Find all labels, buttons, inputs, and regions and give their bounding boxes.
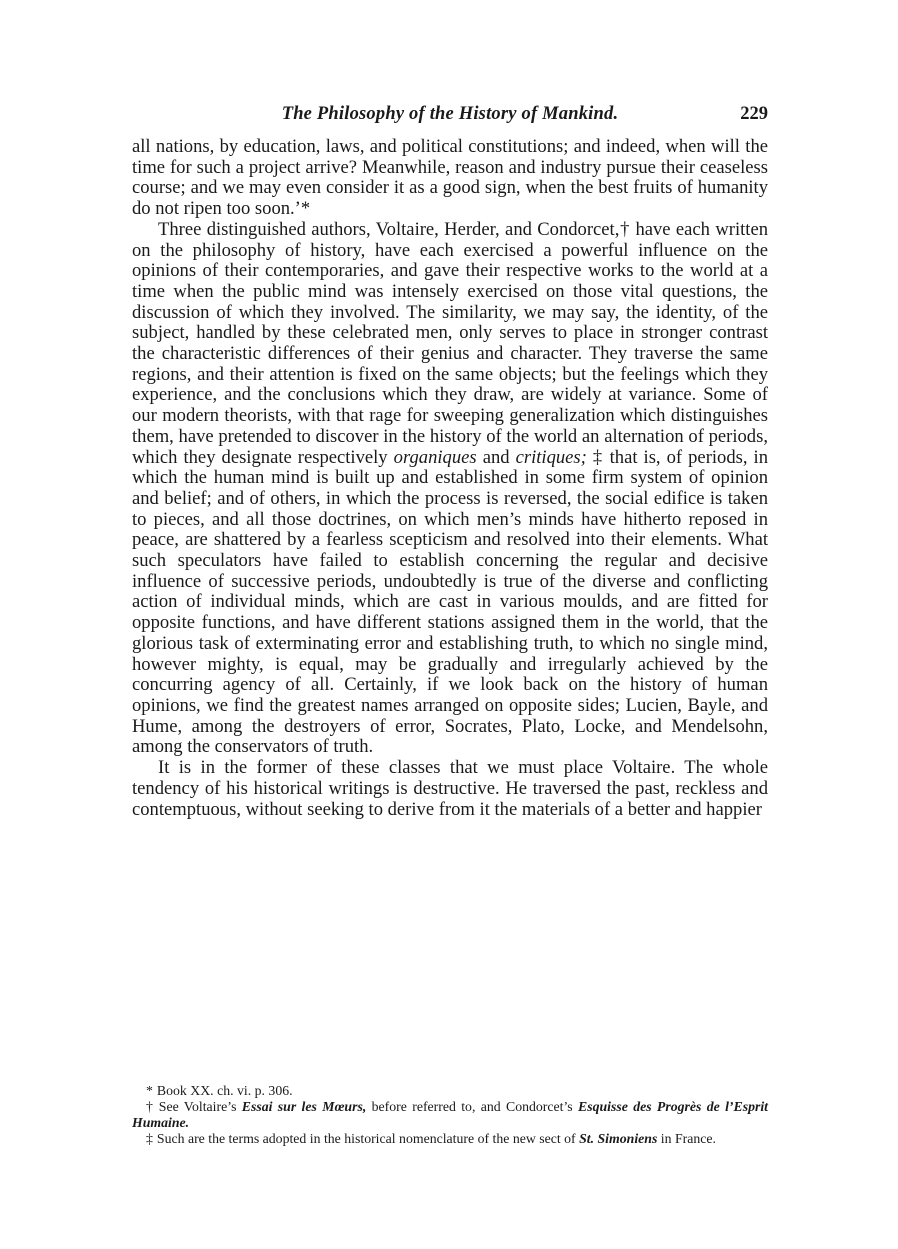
paragraph-2-text-a: Three distinguished authors, Voltaire, Herder, and Condorcet,† have each written on the philosophy of history, have each exercised a powerful influence on the opinions of their contemporaries, and gave their respective works to the world at a time when the public mind was intensely exercised on those vital questions, the discussion of which they involved. The similarity, we may say, the identity, of the subject, handled by these celebrated men, only serves to place in stronger contrast the characteristic differences of their genius and character. They traverse the same regions, and their attention is fixed on the same objects; but the feelings which they experience, and the conclusions which they draw, are widely at variance. Some of our modern theorists, with that rage for sweeping generalization which distinguishes them, have pretended to discover in the history of the world an alternation of periods, which they designate respectively (132, 218, 768, 468)
footnote-1 (132, 1083, 768, 1099)
paragraph-2 (132, 220, 768, 758)
footnotes (132, 1083, 768, 1147)
footnote-2-text-a: See Voltaire’s (158, 1099, 237, 1114)
paragraph-1-text: all nations, by education, laws, and political constitutions; and indeed, when will the time for such a project arrive? Meanwhile, reason and industry pursue their ceaseless course; and we may even consider it as a good sign, when the best fruits of humanity do not ripen too soon.’* (132, 136, 768, 220)
footnote-1-mark: * (146, 1083, 153, 1098)
term-organiques: organiques (393, 446, 477, 468)
page-header (132, 104, 768, 130)
footnote-2-title-esquisse: Esquisse des Progrès de l’Esprit Humaine. (132, 1099, 769, 1130)
footnote-1-text: Book XX. ch. vi. p. 306. (156, 1083, 293, 1098)
body-text (132, 137, 768, 820)
footnote-2-title-essai: Essai sur les Mœurs, (241, 1099, 367, 1114)
running-title: The Philosophy of the History of Mankind. (281, 104, 619, 124)
footnote-3-term: St. Simoniens (579, 1131, 658, 1146)
footnote-3 (132, 1131, 768, 1147)
term-critiques: critiques; (515, 446, 587, 468)
paragraph-1 (132, 137, 768, 220)
page-number: 229 (740, 104, 768, 124)
paragraph-2-text-b: ‡ that is, of periods, in which the human mind is built up and established in some firm system of opinion and belief; and of others, in which the process is reversed, the social edifice is taken to pieces, and all those doctrines, on which men’s minds have hitherto reposed in peace, are shattered by a fearless scepticism and resolved into their elements. What such speculators have failed to establish concerning the regular and decisive influence of successive periods, undoubtedly is true of the diverse and conflicting action of individual minds, which are cast in various moulds, and are fitted for opposite functions, and have different stations assigned them in the world, that the glorious task of exterminating error and establishing truth, to which no single mind, however mighty, is equal, may be gradually and irregularly achieved by the concurring agency of all. Certainly, if we look back on the history of human opinions, we find the greatest names arranged on opposite sides; Lucien, Bayle, and Hume, among the destroyers of error, Socrates, Plato, Locke, and Mendelsohn, among the conservators of truth. (132, 446, 769, 758)
footnote-3-mark: ‡ (146, 1131, 153, 1146)
paragraph-3 (132, 758, 768, 820)
footnote-2-text-b: before referred to, and Condorcet’s (371, 1099, 573, 1114)
footnote-3-text-b: in France. (660, 1131, 716, 1146)
paragraph-2-and: and (482, 446, 510, 468)
footnote-3-text-a: Such are the terms adopted in the historical nomenclature of the new sect of (156, 1131, 576, 1146)
paragraph-3-text: It is in the former of these classes that we must place Voltaire. The whole tendency of his historical writings is destructive. He traversed the past, reckless and contemptuous, without seeking to derive from it the materials of a better and happier (132, 757, 768, 820)
footnote-2 (132, 1099, 768, 1131)
footnote-2-mark: † (146, 1099, 155, 1114)
